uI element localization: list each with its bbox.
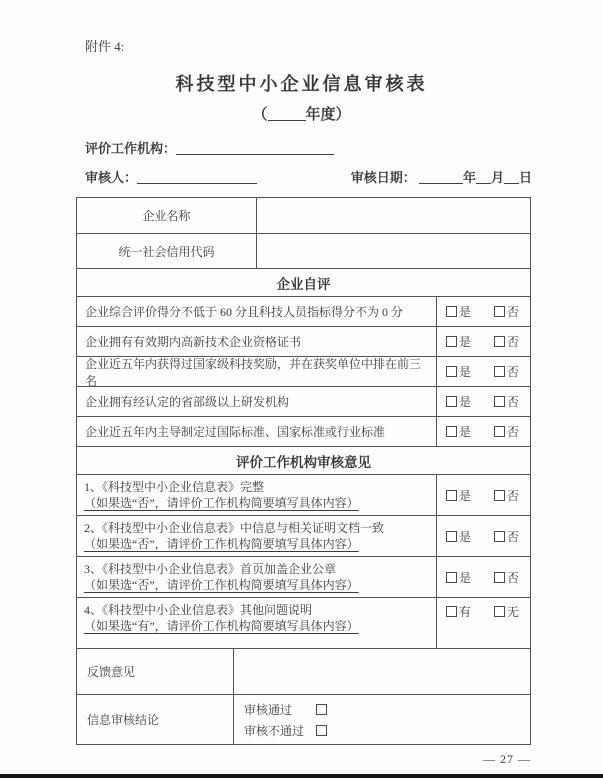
checkbox-icon[interactable] — [494, 606, 505, 617]
review-item-line2: （如果选“否”，请评价工作机构简要填写具体内容） — [84, 496, 359, 510]
review-item-line1: 4、《科技型中小企业信息表》其他问题说明 — [84, 603, 313, 617]
page-bottom-divider — [0, 774, 603, 778]
section-header-agency-review: 评价工作机构审核意见 — [77, 446, 530, 474]
table-row-feedback — [77, 648, 530, 694]
table-row-conclusion — [77, 694, 530, 744]
conclusion-label: 信息审核结论 — [87, 713, 160, 727]
review-item-options — [436, 598, 530, 648]
review-item-line1: 2、《科技型中小企业信息表》中信息与相关证明文档一致 — [84, 521, 385, 535]
checkbox-icon[interactable] — [446, 396, 457, 407]
reviewer-blank-field[interactable] — [137, 170, 257, 184]
feedback-label: 反馈意见 — [87, 665, 136, 679]
conclusion-options — [233, 695, 530, 744]
checkbox-no[interactable]: 否 — [494, 528, 519, 545]
checkbox-icon[interactable] — [494, 490, 505, 501]
table-row-review-1 — [77, 474, 530, 515]
review-item-text — [77, 516, 436, 556]
review-item-options — [436, 516, 530, 556]
checkbox-no[interactable]: 否 — [494, 333, 519, 350]
date-day-blank-field[interactable] — [504, 170, 519, 184]
attachment-label: 附件 4: — [85, 39, 125, 54]
review-item-options — [436, 475, 530, 515]
company-name-value-cell[interactable] — [256, 198, 530, 233]
statement-options — [436, 297, 530, 326]
date-year-blank-field[interactable] — [419, 170, 463, 184]
checkbox-icon[interactable] — [494, 366, 505, 377]
statement-text: 企业近五年内主导制定过国际标准、国家标准或行业标准 — [85, 425, 386, 439]
year-line — [0, 103, 603, 124]
reviewer-label: 审核人： — [85, 170, 138, 185]
review-date-label: 审核日期： — [350, 170, 416, 185]
date-day-label: 日 — [518, 170, 532, 185]
checkbox-has[interactable]: 有 — [446, 603, 471, 620]
table-row-review-2 — [77, 515, 530, 556]
table-row-review-3 — [77, 556, 530, 597]
checkbox-icon[interactable] — [446, 572, 457, 583]
checkbox-icon[interactable] — [446, 306, 457, 317]
checkbox-icon[interactable] — [446, 531, 457, 542]
checkbox-icon[interactable] — [494, 336, 505, 347]
table-row-self-eval-5 — [77, 416, 530, 446]
conclusion-fail-line — [244, 722, 530, 739]
checkbox-icon[interactable] — [446, 606, 457, 617]
review-item-line2: （如果选“否”，请评价工作机构简要填写具体内容） — [84, 578, 359, 592]
reviewer-date-line — [85, 167, 532, 186]
checkbox-fail-icon[interactable] — [316, 725, 327, 736]
review-item-line1: 3、《科技型中小企业信息表》首页加盖企业公章 — [84, 562, 337, 576]
checkbox-icon[interactable] — [494, 531, 505, 542]
checkbox-yes[interactable]: 是 — [446, 393, 471, 410]
checkbox-no[interactable]: 否 — [494, 423, 519, 440]
evaluation-org-blank-field[interactable] — [176, 141, 334, 155]
date-month-blank-field[interactable] — [476, 170, 491, 184]
checkbox-no[interactable]: 否 — [494, 393, 519, 410]
statement-options — [436, 327, 530, 356]
statement-options — [436, 357, 530, 386]
page-number: — 27 — — [483, 752, 531, 766]
review-item-text — [77, 475, 436, 515]
statement-options — [436, 417, 530, 446]
review-item-line2: （如果选“有”，请评价工作机构简要填写具体内容） — [84, 619, 359, 633]
evaluation-org-label: 评价工作机构： — [85, 141, 177, 156]
credit-code-value-cell[interactable] — [256, 234, 530, 268]
year-prefix: （ — [252, 107, 268, 123]
checkbox-yes[interactable]: 是 — [446, 423, 471, 440]
reviewer-group — [85, 167, 257, 186]
table-row-self-eval-1 — [77, 296, 530, 326]
checkbox-icon[interactable] — [494, 426, 505, 437]
review-form-table — [76, 197, 531, 745]
checkbox-yes[interactable]: 是 — [446, 487, 471, 504]
year-suffix: 年度） — [305, 107, 351, 123]
conclusion-pass-label: 审核通过 — [244, 702, 293, 717]
checkbox-no[interactable]: 否 — [494, 487, 519, 504]
review-item-options — [436, 557, 530, 597]
checkbox-yes[interactable]: 是 — [446, 569, 471, 586]
checkbox-icon[interactable] — [446, 336, 457, 347]
table-row-self-eval-3 — [77, 356, 530, 386]
review-item-line2: （如果选“否”，请评价工作机构简要填写具体内容） — [84, 537, 359, 551]
date-month-label: 月 — [490, 170, 504, 185]
checkbox-yes[interactable]: 是 — [446, 303, 471, 320]
checkbox-icon[interactable] — [494, 306, 505, 317]
table-row-credit-code — [77, 233, 530, 268]
review-item-text — [77, 557, 436, 597]
table-row-review-4 — [77, 597, 530, 648]
feedback-value-cell[interactable] — [233, 649, 530, 694]
statement-options — [436, 387, 530, 416]
checkbox-icon[interactable] — [446, 366, 457, 377]
statement-text: 企业拥有有效期内高新技术企业资格证书 — [85, 335, 302, 349]
conclusion-fail-label: 审核不通过 — [244, 723, 305, 738]
checkbox-icon[interactable] — [494, 572, 505, 583]
statement-text: 企业综合评价得分不低于 60 分且科技人员指标得分不为 0 分 — [85, 305, 404, 319]
table-row-self-eval-4 — [77, 386, 530, 416]
credit-code-label: 统一社会信用代码 — [118, 244, 215, 259]
checkbox-no[interactable]: 否 — [494, 363, 519, 380]
table-row-company-name — [77, 198, 530, 233]
review-date-group — [351, 167, 532, 186]
date-year-label: 年 — [462, 170, 476, 185]
checkbox-no[interactable]: 否 — [494, 303, 519, 320]
company-name-label: 企业名称 — [142, 209, 191, 223]
table-row-self-eval-2 — [77, 326, 530, 356]
checkbox-icon[interactable] — [446, 426, 457, 437]
checkbox-icon[interactable] — [446, 490, 457, 501]
conclusion-pass-line — [244, 701, 530, 718]
evaluation-org-line — [85, 138, 334, 157]
checkbox-pass-icon[interactable] — [316, 704, 327, 715]
review-item-text — [77, 598, 436, 648]
checkbox-none[interactable]: 无 — [494, 603, 519, 620]
checkbox-icon[interactable] — [494, 396, 505, 407]
page-title: 科技型中小企业信息审核表 — [175, 74, 428, 94]
checkbox-no[interactable]: 否 — [494, 569, 519, 586]
checkbox-yes[interactable]: 是 — [446, 363, 471, 380]
statement-text: 企业近五年内获得过国家级科技奖励，并在获奖单位中排在前三名 — [85, 356, 422, 388]
review-item-line1: 1、《科技型中小企业信息表》完整 — [84, 480, 265, 494]
year-blank-field[interactable] — [268, 107, 306, 121]
checkbox-yes[interactable]: 是 — [446, 333, 471, 350]
section-header-self-eval: 企业自评 — [77, 268, 530, 296]
checkbox-yes[interactable]: 是 — [446, 528, 471, 545]
statement-text: 企业拥有经认定的省部级以上研发机构 — [85, 395, 290, 409]
